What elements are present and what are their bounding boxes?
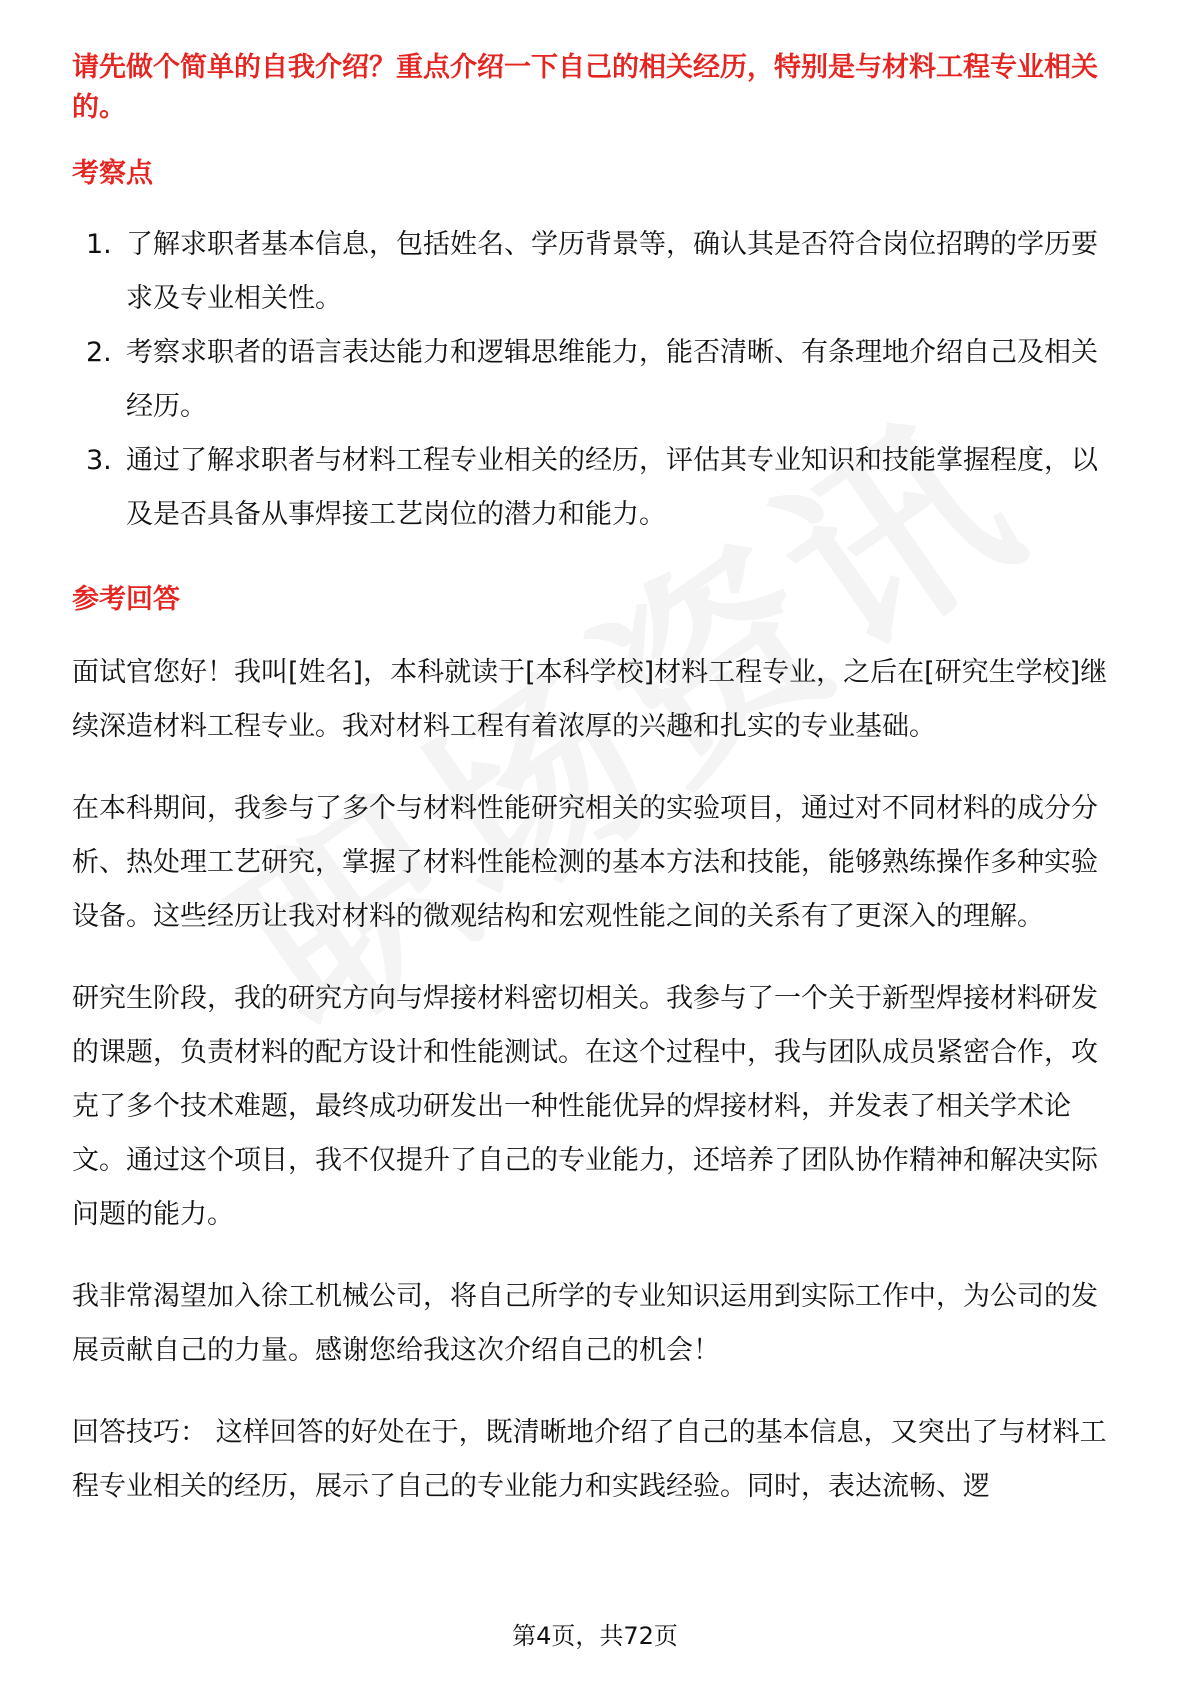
answer-paragraph: 面试官您好！我叫[姓名]，本科就读于[本科学校]材料工程专业，之后在[研究生学校]继续深造材料工程专业。我对材料工程有着浓厚的兴趣和扎实的专业基础。 (72, 657, 1108, 742)
answer-paragraph: 研究生阶段，我的研究方向与焊接材料密切相关。我参与了一个关于新型焊接材料研发的课题，负责材料的配方设计和性能测试。在这个过程中，我与团队成员紧密合作，攻克了多个技术难题，最终成功研发出一种性能优异的焊接材料，并发表了相关学术论文。通过这个项目，我不仅提升了自己的专业能力，还培养了团队协作精神和解决实际问题的能力。 (72, 983, 1098, 1230)
page-number-footer: 第4页，共72页 (512, 1622, 678, 1650)
point-text: 了解求职者基本信息，包括姓名、学历背景等，确认其是否符合岗位招聘的学历要求及专业相关性。 (126, 229, 1098, 314)
answer-paragraph: 我非常渴望加入徐工机械公司，将自己所学的专业知识运用到实际工作中，为公司的发展贡献自己的力量。感谢您给我这次介绍自己的机会！ (72, 1281, 1098, 1366)
points-section-title: 考察点 (72, 158, 153, 189)
question-heading: 请先做个简单的自我介绍？重点介绍一下自己的相关经历，特别是与材料工程专业相关的。 (72, 52, 1098, 123)
point-number: 2. (86, 337, 112, 368)
points-list (72, 218, 1118, 542)
answer-section-title: 参考回答 (72, 584, 180, 615)
point-number: 1. (86, 229, 112, 260)
point-item (72, 326, 1118, 434)
answer-paragraph: 在本科期间，我参与了多个与材料性能研究相关的实验项目，通过对不同材料的成分分析、热处理工艺研究，掌握了材料性能检测的基本方法和技能，能够熟练操作多种实验设备。这些经历让我对材料的微观结构和宏观性能之间的关系有了更深入的理解。 (72, 793, 1098, 932)
point-item (72, 218, 1118, 326)
point-number: 3. (86, 445, 112, 476)
point-item (72, 434, 1118, 542)
answer-tips-paragraph: 回答技巧： 这样回答的好处在于，既清晰地介绍了自己的基本信息，又突出了与材料工程专业相关的经历，展示了自己的专业能力和实践经验。同时，表达流畅、逻 (72, 1417, 1107, 1502)
point-text: 考察求职者的语言表达能力和逻辑思维能力，能否清晰、有条理地介绍自己及相关经历。 (126, 337, 1098, 422)
point-text: 通过了解求职者与材料工程专业相关的经历，评估其专业知识和技能掌握程度，以及是否具备从事焊接工艺岗位的潜力和能力。 (126, 445, 1098, 530)
document-content (72, 48, 1118, 1514)
